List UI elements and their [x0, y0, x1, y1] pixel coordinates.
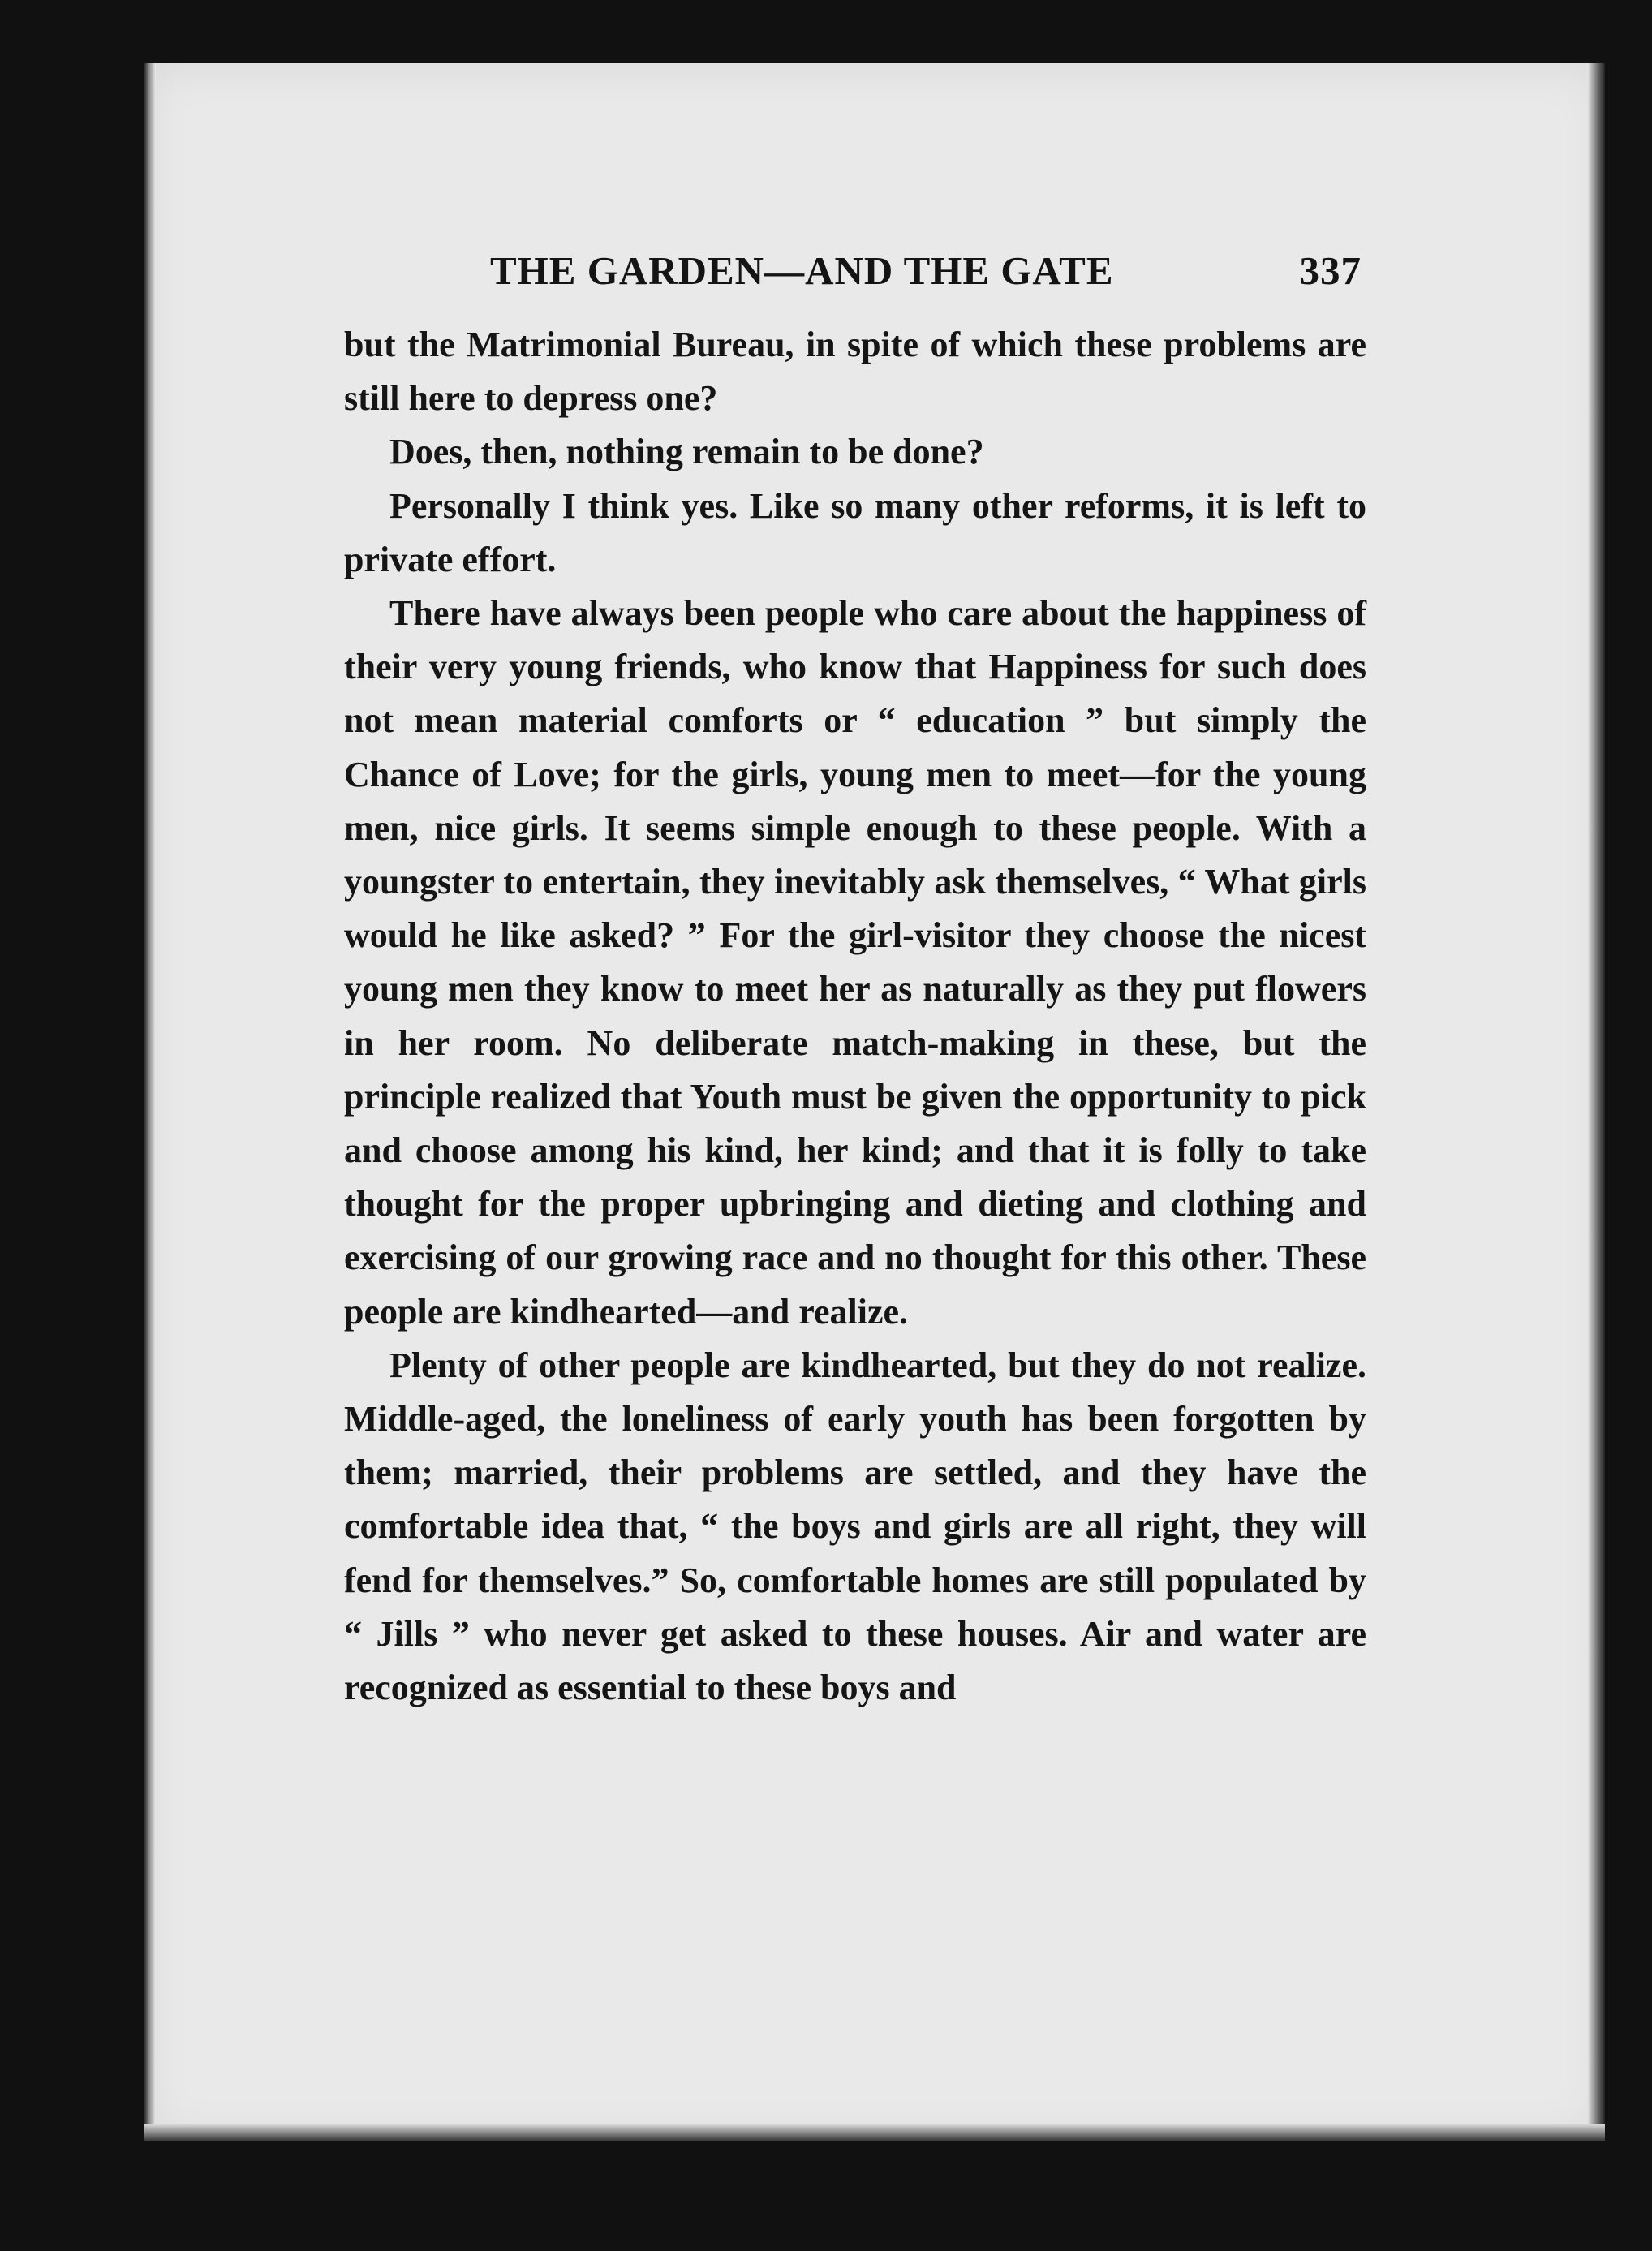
- page-number: 337: [1299, 247, 1362, 293]
- paragraph-1: but the Matrimonial Bureau, in spite of which these problems are still here to depress one?: [344, 325, 1366, 419]
- body-text: [344, 318, 1366, 1715]
- running-header: [490, 242, 1362, 299]
- paragraph-2: Does, then, nothing remain to be done?: [389, 432, 984, 472]
- page-bottom-shadow: [144, 2124, 1605, 2141]
- paragraph-3: Personally I think yes. Like so many other reforms, it is left to private effort.: [344, 485, 1366, 579]
- paragraph-4: There have always been people who care about the happiness of their very young friends, who know that Happiness for such does not mean material comforts or “ education ” but simply the Chance of Love; for the girls, young men to meet—for the young men, nice girls. It seems simple enough to these people. With a youngster to entertain, they inevitably ask themselves, “ What girls would he like asked? ” For the girl-visitor they choose the nicest young men they know to meet her as naturally as they put flowers in her room. No deliberate match-making in these, but the principle realized that Youth must be given the opportunity to pick and choose among his kind, her kind; and that it is folly to take thought for the proper upbringing and dieting and clothing and exercising of our growing race and no thought for this other. These people are kindhearted—and realize.: [344, 593, 1366, 1332]
- paragraph-5: Plenty of other people are kindhearted, but they do not realize. Middle-aged, the loneliness of early youth has been forgotten by them; married, their problems are settled, and they have the comfortable idea that, “ the boys and girls are all right, they will fend for themselves.” So, comfortable homes are still populated by “ Jills ” who never get asked to these houses. Air and water are recognized as essential to these boys and: [344, 1345, 1366, 1708]
- page-left-shadow: [144, 63, 156, 2141]
- running-title: THE GARDEN—AND THE GATE: [490, 247, 1114, 293]
- page-right-shadow: [1587, 63, 1605, 2141]
